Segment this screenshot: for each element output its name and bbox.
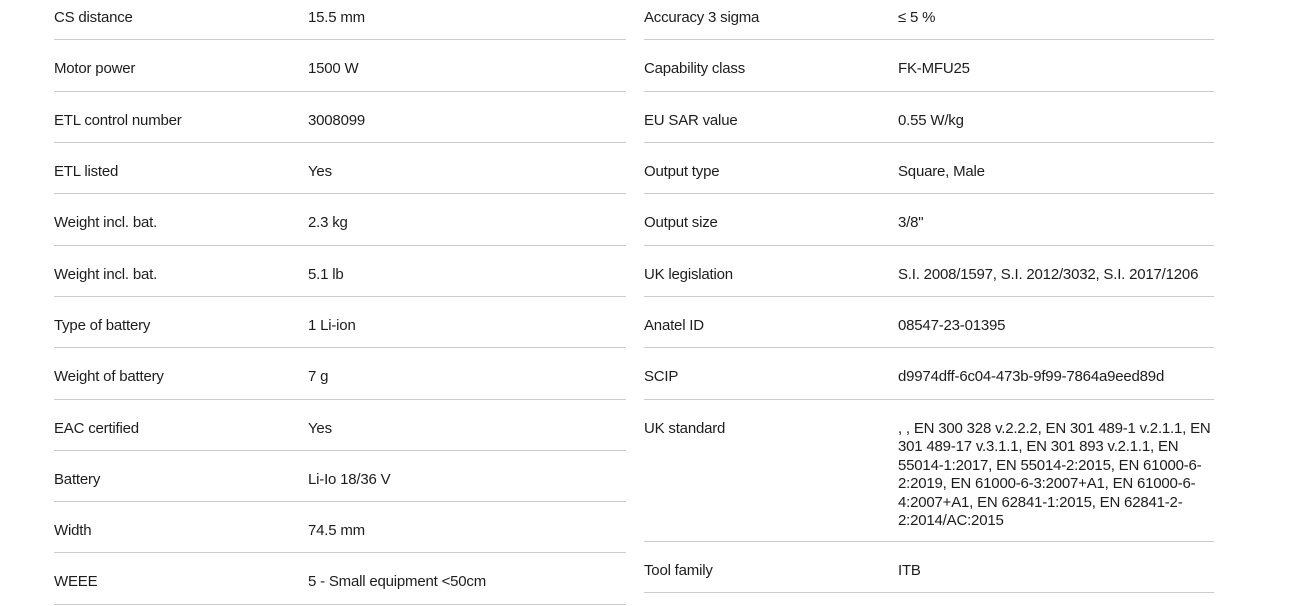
spec-row-weight-of-battery [54,348,626,399]
spec-label: Capability class [644,60,746,78]
spec-value: Li-Io 18/36 V [308,470,391,488]
spec-value: FK-MFU25 [898,60,970,78]
spec-value: 74.5 mm [308,522,365,540]
spec-value: 3/8" [898,214,924,232]
spec-label: Weight incl. bat. [54,265,158,283]
spec-value: S.I. 2008/1597, S.I. 2012/3032, S.I. 2017/1206 [898,265,1199,283]
spec-row-output-type [644,143,1214,194]
spec-row-uk-legislation [644,246,1214,297]
spec-value: 0.55 W/kg [898,111,964,129]
spec-label: UK standard [644,419,726,437]
spec-value: d9974dff-6c04-473b-9f99-7864a9eed89d [898,368,1165,386]
spec-value: 1500 W [308,60,359,78]
spec-row-anatel-id [644,297,1214,348]
spec-value: 1 Li-ion [308,316,356,334]
spec-row-scip [644,348,1214,399]
spec-label: EAC certified [54,419,139,437]
spec-row-tool-family [644,542,1214,593]
spec-label: SCIP [644,368,679,386]
spec-column-left [54,0,626,605]
spec-row-uk-standard [644,400,1214,543]
spec-row-capability-class [644,40,1214,91]
spec-row-motor-power [54,40,626,91]
spec-value: 5.1 lb [308,265,344,283]
spec-value: Yes [308,419,332,437]
spec-label: EU SAR value [644,111,738,129]
spec-row-type-of-battery [54,297,626,348]
spec-row-accuracy-3-sigma [644,0,1214,40]
spec-row-weee [54,553,626,604]
spec-label: ETL listed [54,162,119,180]
spec-value: Square, Male [898,162,985,180]
spec-value: 3008099 [308,111,365,129]
spec-row-etl-control-number [54,92,626,143]
spec-value: Yes [308,162,332,180]
spec-row-weight-incl-bat-kg [54,194,626,245]
spec-label: Accuracy 3 sigma [644,9,760,26]
spec-value: 08547-23-01395 [898,316,1006,334]
spec-label: CS distance [54,9,133,26]
spec-label: Type of battery [54,316,151,334]
spec-value: 15.5 mm [308,9,365,26]
spec-row-cs-distance [54,0,626,40]
spec-label: Tool family [644,562,713,580]
spec-label: Battery [54,470,101,488]
spec-row-eac-certified [54,400,626,451]
spec-value: ITB [898,562,921,580]
spec-row-etl-listed [54,143,626,194]
spec-label: Weight incl. bat. [54,214,158,232]
spec-row-battery [54,451,626,502]
spec-label: Weight of battery [54,368,164,386]
spec-label: Output size [644,214,718,232]
spec-value: ≤ 5 % [898,9,936,26]
spec-value: 5 - Small equipment <50cm [308,573,487,591]
spec-column-right [644,0,1214,593]
spec-row-weight-incl-bat-lb [54,246,626,297]
spec-value: 7 g [308,368,329,386]
spec-label: Width [54,522,92,540]
spec-row-output-size [644,194,1214,245]
spec-label: WEEE [54,573,98,591]
spec-label: Anatel ID [644,316,704,334]
spec-value: 2.3 kg [308,214,348,232]
spec-row-eu-sar-value [644,92,1214,143]
spec-label: Output type [644,162,720,180]
spec-label: UK legislation [644,265,733,283]
spec-value: , , EN 300 328 v.2.2.2, EN 301 489-1 v.2.1.1, EN 301 489-17 v.3.1.1, EN 301 893 v.2.1.1, EN 55014-1:2017, EN 55014-2:2015, EN 61000-6-2:2019, EN 61000-6-3:2007+A1, EN 61000-6-4:2007+A1, EN 62841-1:2015, EN 62841-2-2:2014/AC:2015 [898,419,1211,530]
spec-label: Motor power [54,60,136,78]
spec-label: ETL control number [54,111,182,129]
spec-row-width [54,502,626,553]
